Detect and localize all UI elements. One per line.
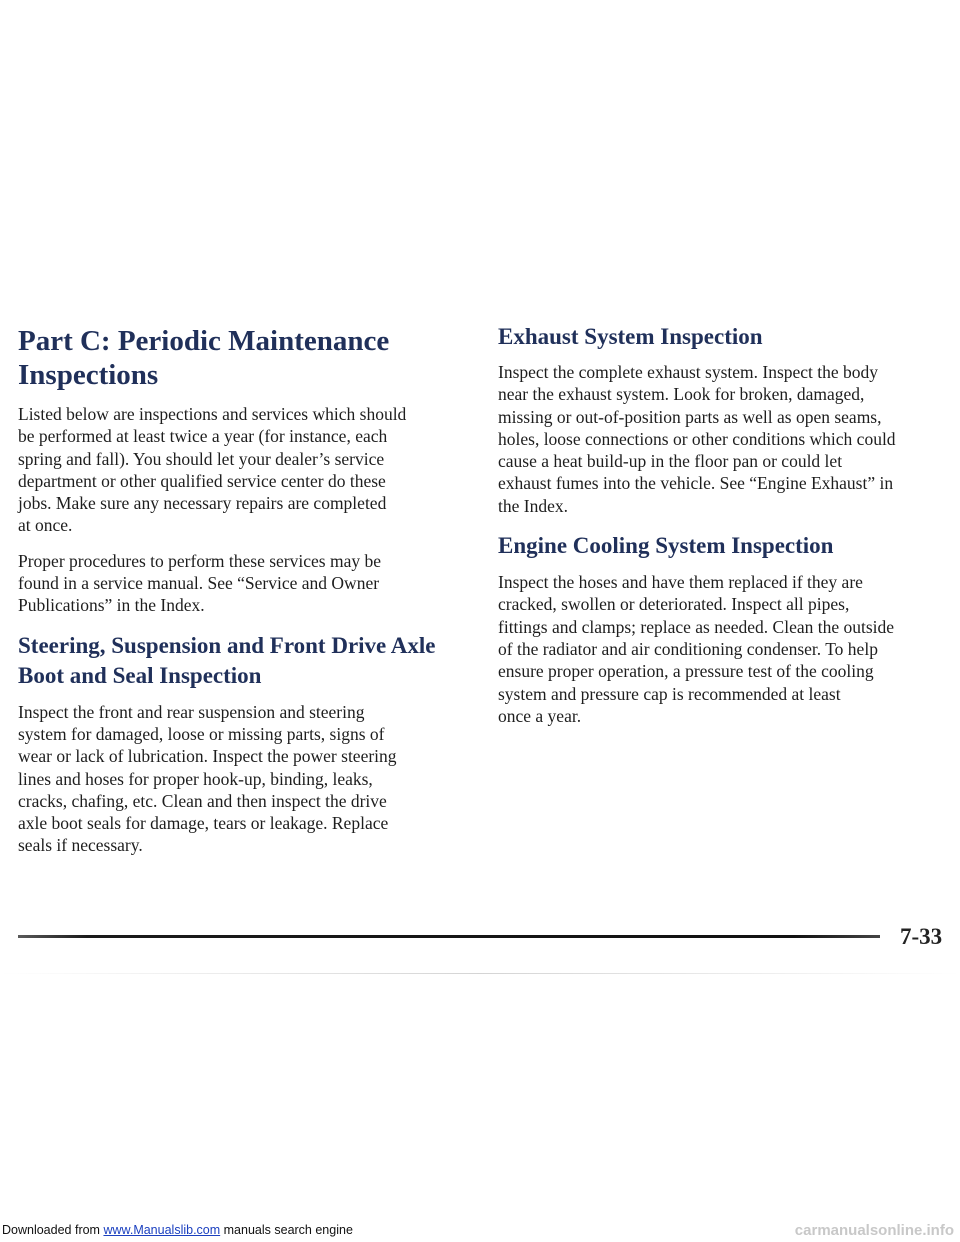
page-number: 7-33 <box>900 924 943 949</box>
steering-heading <box>18 631 458 691</box>
manualslib-link[interactable]: www.Manualslib.com <box>103 1223 221 1237</box>
part-c-intro-paragraph: Listed below are inspections and services which should be performed at least twice a year (for instance, each spring and fall). You should let your dealer’s service department or other qualified service center do these jobs. Make sure any necessary repairs are completed at once. <box>18 404 407 536</box>
part-c-heading-line1: Part C: Periodic Maintenance <box>18 325 390 357</box>
exhaust-heading: Exhaust System Inspection <box>498 324 763 349</box>
cooling-paragraph: Inspect the hoses and have them replaced if they are cracked, swollen or deteriorated. Inspect all pipes, fittings and clamps; replace as needed. Clean the outside of the radiator and air conditioning condenser. To help ensure proper operation, a pressure test of the cooling system and pressure cap is recommended at least once a year. <box>498 572 895 726</box>
part-c-heading-line2: Inspections <box>18 359 159 391</box>
download-credit <box>2 1223 353 1237</box>
footer-rule <box>18 935 880 938</box>
scan-line <box>0 973 960 974</box>
steering-heading-line2: Boot and Seal Inspection <box>18 662 262 688</box>
download-credit-suffix: manuals search engine <box>220 1223 353 1237</box>
steering-paragraph: Inspect the front and rear suspension and steering system for damaged, loose or missing parts, signs of wear or lack of lubrication. Inspect the power steering lines and hoses for proper hook-up, binding, leaks, cracks, chafing, etc. Clean and then inspect the drive axle boot seals for damage, tears or leakage. Replace seals if necessary. <box>18 701 397 856</box>
watermark-text: carmanualsonline.info <box>794 1222 954 1239</box>
steering-heading-line1: Steering, Suspension and Front Drive Axle <box>18 632 436 658</box>
right-column <box>498 322 953 727</box>
cooling-heading: Engine Cooling System Inspection <box>498 533 834 559</box>
part-c-procedures-paragraph: Proper procedures to perform these services may be found in a service manual. See “Service and Owner Publications” in the Index. <box>18 550 381 616</box>
download-credit-prefix: Downloaded from <box>2 1223 104 1237</box>
part-c-heading <box>18 324 458 392</box>
exhaust-paragraph: Inspect the complete exhaust system. Inspect the body near the exhaust system. Look for broken, damaged, missing or out-of-position parts as well as open seams, holes, loose connections or other conditions which could cause a heat build-up in the floor pan or could let exhaust fumes into the vehicle. See “Engine Exhaust” in the Index. <box>498 362 896 516</box>
left-column <box>18 322 458 857</box>
